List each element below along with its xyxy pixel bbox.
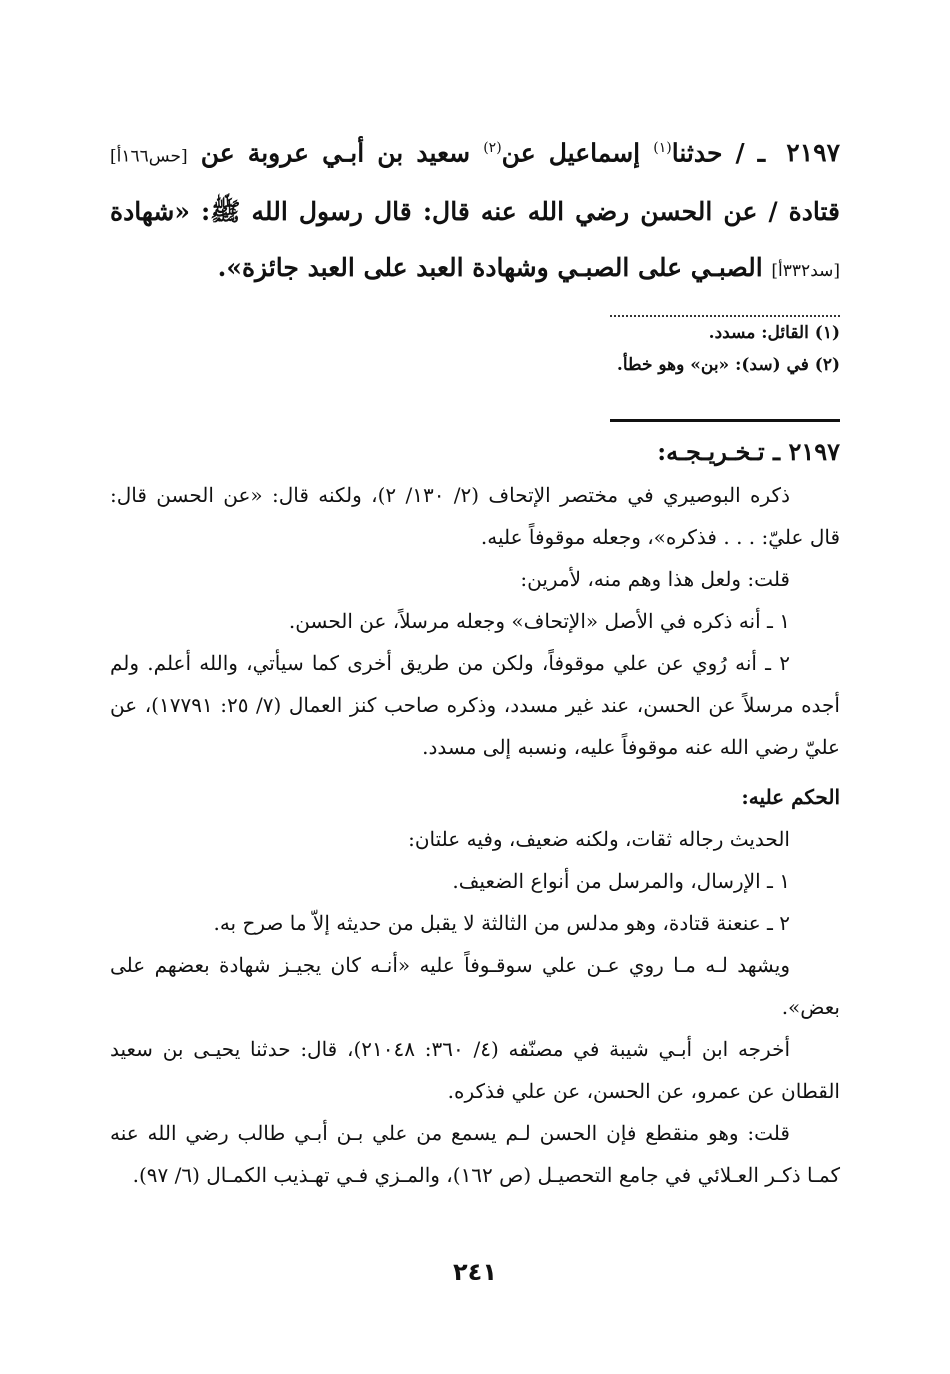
page-content [110, 120, 840, 1196]
hukm-paragraph: ٢ ـ عنعنة قتادة، وهو مدلس من الثالثة لا يقبل من حديثه إلاّ ما صرح به. [213, 911, 790, 936]
footnote-ref-2[interactable]: (٢) [483, 140, 502, 156]
hadith-number: ٢١٩٧ [786, 138, 840, 168]
takhrij-title: ٢١٩٧ ـ تـخـريـجـه: [657, 437, 840, 467]
hadith-line3: الصبـي على الصبـي وشهادة العبد على العبد جائزة». [217, 253, 772, 283]
hadith-line1-c: سعيد بن أبـي عروبة عن [187, 138, 484, 168]
section-divider [610, 419, 840, 422]
hadith-line1-b: إسماعيل عن [501, 138, 654, 168]
footnote-2: (٢) في (سد): «بن» وهو خطأ. [616, 355, 840, 376]
takhrij-paragraph: ذكره البوصيري في مختصر الإتحاف (٢/ ١٣٠/ ٢)، ولكنه قال: «عن الحسن قال: قال عليّ: . . . فذكره»، وجعله موقوفاً عليه. [110, 483, 840, 550]
takhrij-paragraph: ١ ـ أنه ذكره في الأصل «الإتحاف» وجعله مرسلاً، عن الحسن. [288, 609, 790, 634]
footnote-1: (١) القائل: مسدد. [708, 323, 840, 344]
hukm-paragraph: قلت: وهو منقطع فإن الحسن لـم يسمع من علي بـن أبـي طالب رضي الله عنه كمـا ذكـر العـلائي في جامع التحصيـل (ص ١٦٢)، والمـزي فـي تهـذيب الكمـال (٦/ ٩٧). [110, 1121, 840, 1188]
margin-ref-1: [حس١٦٦أ] [110, 146, 188, 167]
takhrij-paragraph: ٢ ـ أنه رُوي عن علي موقوفاً، ولكن من طريق أخرى كما سيأتي، والله أعلم. ولم أجده مرسلاً عن الحسن، عند غير مسدد، وذكره صاحب كنز العمال (٧/ ٢٥: ١٧٧٩١)، عن عليّ رضي الله عنه موقوفاً عليه، ونسبه إلى مسدد. [110, 651, 840, 760]
hukm-title: الحكم عليه: [741, 785, 840, 810]
hukm-paragraph: ويشهد لـه مـا روي عـن علي سوقـوفاً عليه «أنـه كان يجيـز شهادة بعضهم على بعض». [110, 953, 840, 1020]
footnote-ref-1[interactable]: (١) [653, 140, 672, 156]
hadith-line2: قتادة / عن الحسن رضي الله عنه قال: قال رسول الله ﷺ: «شهادة [110, 197, 840, 227]
hadith-line1-a: ـ / حدثنا [671, 138, 766, 168]
hukm-paragraph: ١ ـ الإرسال، والمرسل من أنواع الضعيف. [452, 869, 790, 894]
page-number: ٢٤١ [453, 1258, 497, 1286]
hukm-paragraph: أخرجه ابن أبـي شيبة في مصنّفه (٤/ ٣٦٠: ٢١٠٤٨)، قال: حدثنا يحيـى بن سعيد القطان عن عمرو، عن الحسن، عن علي فذكره. [110, 1037, 840, 1104]
hadith-text [110, 120, 840, 299]
hukm-paragraph: الحديث رجاله ثقات، ولكنه ضعيف، وفيه علتان: [408, 827, 790, 852]
takhrij-paragraph: قلت: ولعل هذا وهم منه، لأمرين: [520, 567, 790, 592]
margin-ref-2: [سد٣٣٢أ] [771, 261, 840, 282]
